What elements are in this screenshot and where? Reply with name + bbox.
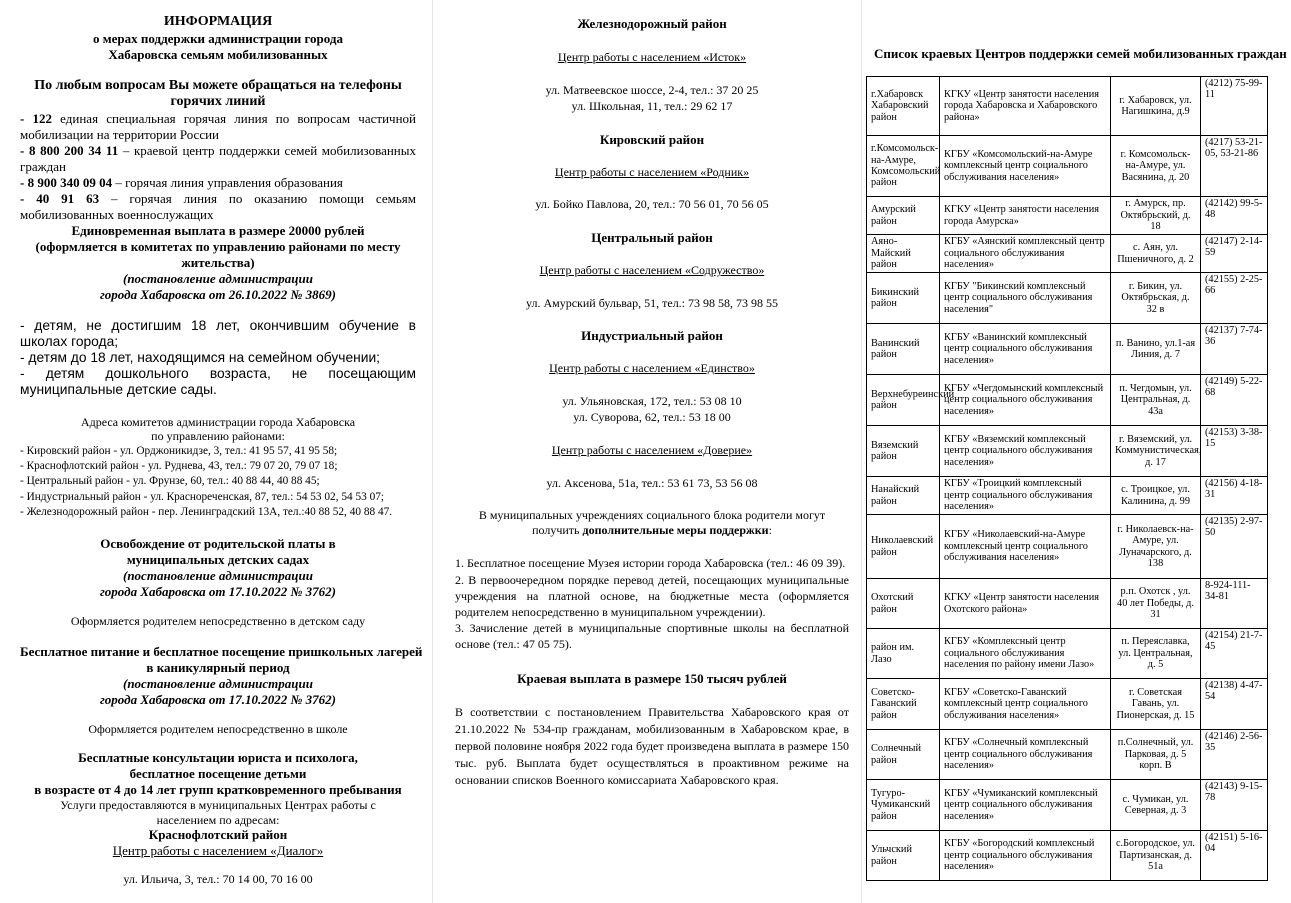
center-address-cell: п.Солнечный, ул. Парковая, д. 5 корп. В (1111, 730, 1201, 780)
center-org-cell: КГБУ «Вяземский комплексный центр социального обслуживания населения» (940, 426, 1111, 477)
center-address: ул. Матвеевское шоссе, 2-4, тел.: 37 20 25 (545, 82, 759, 97)
center-district-cell: Ванинский район (867, 324, 940, 375)
center-district-cell: Вяземский район (867, 426, 940, 477)
center-phone-cell: (42137) 7-74-36 (1201, 324, 1268, 375)
center-phone-cell: (42149) 5-22-68 (1201, 375, 1268, 426)
center-phone-cell: 8-924-111-34-81 (1201, 579, 1268, 629)
center-row (867, 730, 1268, 780)
center-org-cell: КГБУ «Комплексный центр социального обслуживания населения по району имени Лазо» (940, 629, 1111, 679)
centers-table (866, 76, 1268, 881)
center-district-cell: Охотский район (867, 579, 940, 629)
center-district-cell: Амурский район (867, 197, 940, 235)
phones-list (20, 111, 416, 223)
center-address-cell: г. Николаевск-на-Амуре, ул. Луначарского, д. 138 (1111, 515, 1201, 579)
center-name: Центр работы с населением «Доверие» (551, 442, 753, 457)
recipient-item: - детям до 18 лет, находящимся на семейном обучении; (20, 349, 381, 365)
centers-table-body (867, 77, 1268, 881)
address-item: - Индустриальный район - ул. Краснореченская, 87, тел.: 54 53 02, 54 53 07; (20, 490, 385, 503)
column-middle (432, 0, 862, 903)
center-phone-cell: (42153) 3-38-15 (1201, 426, 1268, 477)
center-phone-cell: (42156) 4-18-31 (1201, 477, 1268, 515)
phone-item: - 8 800 200 34 11 – краевой центр поддержки семей мобилизованных граждан (20, 142, 416, 174)
center-district-cell: Тугуро-Чумиканский район (867, 780, 940, 831)
center-org-cell: КГБУ «Богородский комплексный центр социального обслуживания населения» (940, 831, 1111, 881)
center-address-cell: г. Хабаровск, ул. Нагишкина, д.9 (1111, 77, 1201, 136)
lump-sum-heading: Единовременная выплата в размере 20000 рублей (71, 222, 365, 238)
column-right (862, 0, 1291, 903)
center-org-cell: КГБУ «Аянский комплексный центр социального обслуживания населения» (940, 235, 1111, 273)
center-name: Центр работы с населением «Родник» (554, 164, 750, 179)
regional-payment-heading: Краевая выплата в размере 150 тысяч рублей (517, 670, 787, 686)
center-name: Центр работы с населением «Содружество» (539, 262, 765, 277)
district-name: Железнодорожный район (577, 16, 727, 31)
center-address-cell: с. Чумикан, ул. Северная, д. 3 (1111, 780, 1201, 831)
column-left (0, 0, 432, 903)
center-address: ул. Школьная, 11, тел.: 29 62 17 (571, 99, 733, 114)
recipient-item: - детям, не достигшим 18 лет, окончившим обучение в школах города; (20, 317, 416, 349)
extra-support-item: 2. В первоочередном порядке перевод детей, посещающих муниципальные учреждения на платной основе, на бюджетные места (оформляется родителем непосредственно в муниципальном учреждении). (455, 572, 849, 619)
center-row (867, 324, 1268, 375)
center-address-cell: п. Переяславка, ул. Центральная, д. 5 (1111, 629, 1201, 679)
center-address-cell: г. Вяземский, ул. Коммунистическая, д. 17 (1111, 426, 1201, 477)
center-phone-cell: (42146) 2-56-35 (1201, 730, 1268, 780)
food-camp-note: Оформляется родителем непосредственно в школе (88, 721, 348, 736)
address-item: - Краснофлотский район - ул. Руднева, 43, тел.: 79 07 20, 79 07 18; (20, 460, 338, 473)
center-phone-cell: (42138) 4-47-54 (1201, 679, 1268, 730)
center-district-cell: Советско-Гаванский район (867, 679, 940, 730)
food-camp-section: Бесплатное питание и бесплатное посещение пришкольных лагерей в каникулярный период (постановление администрации города Хабаровска от 17.10.2022 № 3762) Оформляется родителем непосредственно в школе (20, 643, 423, 736)
center-phone-cell: (42135) 2-97-50 (1201, 515, 1268, 579)
center-row (867, 375, 1268, 426)
lump-sum-subheading: (оформляется в комитетах по управлению районами по месту жительства) (35, 238, 401, 270)
center-address-cell: г. Комсомольск-на-Амуре, ул. Васянина, д. 20 (1111, 136, 1201, 197)
center-row (867, 77, 1268, 136)
center-row (867, 629, 1268, 679)
addresses-heading: Адреса комитетов администрации города Хабаровска (80, 414, 356, 429)
center-org-cell: КГБУ «Комсомольский-на-Амуре комплексный центр социального обслуживания населения» (940, 136, 1111, 197)
center-district-cell: г.Хабаровск Хабаровский район (867, 77, 940, 136)
address-item: - Железнодорожный район - пер. Ленинградский 13А, тел.:40 88 52, 40 88 47. (20, 505, 393, 518)
center-org-cell: КГБУ «Советско-Гаванский комплексный центр социального обслуживания населения» (940, 679, 1111, 730)
center-name: Центр работы с населением «Единство» (549, 361, 755, 376)
center-address: ул. Ульяновская, 172, тел.: 53 08 10 (562, 393, 742, 408)
center-address-cell: с. Аян, ул. Пшеничного, д. 2 (1111, 235, 1201, 273)
center-phone-cell: (4212) 75-99-11 (1201, 77, 1268, 136)
kindergarten-section: Освобождение от родительской платы в муниципальных детских садах (постановление администрации города Хабаровска от 17.10.2022 № 3762) Оформляется родителем непосредственно в детском саду (20, 536, 416, 629)
lump-sum-decree: города Хабаровска от 26.10.2022 № 3869) (100, 286, 336, 302)
center-district-cell: район им. Лазо (867, 629, 940, 679)
center-address: ул. Амурский бульвар, 51, тел.: 73 98 58, 73 98 55 (525, 295, 779, 310)
center-row (867, 515, 1268, 579)
district-name: Краснофлотский район (148, 827, 288, 843)
center-district-cell: Солнечный район (867, 730, 940, 780)
center-district-cell: Николаевский район (867, 515, 940, 579)
center-phone-cell: (42142) 99-5-48 (1201, 197, 1268, 235)
center-row (867, 679, 1268, 730)
center-row (867, 426, 1268, 477)
district-name: Кировский район (599, 131, 705, 147)
center-address-cell: п. Чегдомын, ул. Центральная, д. 43а (1111, 375, 1201, 426)
center-district-cell: Ульчский район (867, 831, 940, 881)
center-district-cell: Нанайский район (867, 477, 940, 515)
center-org-cell: КГКУ «Центр занятости населения города Хабаровска и Хабаровского района» (940, 77, 1111, 136)
phone-item: - 8 900 340 09 04 – горячая линия управления образования (20, 174, 343, 190)
center-org-cell: КГКУ «Центр занятости населения Охотского района» (940, 579, 1111, 629)
address-item: - Центральный район - ул. Фрунзе, 60, тел.: 40 88 44, 40 88 45; (20, 475, 320, 488)
regional-payment-text: В соответствии с постановлением Правительства Хабаровского края от 21.10.2022 № 534-пр гражданам, мобилизованным в Хабаровском крае, в первой половине ноября 2022 года будет произведена выплата в размере 150 тыс. руб. Выплата будет осуществляться в проактивном режиме на основании списков Военного комиссариата Хабаровского края. (455, 704, 849, 787)
address-item: - Кировский район - ул. Орджоникидзе, 3, тел.: 41 95 57, 41 95 58; (20, 444, 338, 457)
center-org-cell: КГБУ "Бикинский комплексный центр социального обслуживания населения" (940, 273, 1111, 324)
center-phone-cell: (42155) 2-25-66 (1201, 273, 1268, 324)
consultation-section: Бесплатные консультации юриста и психолога, бесплатное посещение детьми в возрасте от 4 до 14 лет групп кратковременного пребывания Услуги предоставляются в муниципальных Центрах работы с населением по адресам: Краснофлотский район Центр работы с населением «Диалог» ул. Ильича, 3, тел.: 70 14 00, 70 16 00 (20, 750, 416, 887)
center-name: Центр работы с населением «Исток» (557, 50, 747, 64)
phone-item: - 40 91 63 – горячая линия по оказанию помощи семьям мобилизованных военнослужащих (20, 190, 416, 222)
district-name: Центральный район (591, 229, 713, 245)
center-row (867, 831, 1268, 881)
center-row (867, 477, 1268, 515)
center-org-cell: КГБУ «Солнечный комплексный центр социального обслуживания населения» (940, 730, 1111, 780)
center-address-cell: р.п. Охотск , ул. 40 лет Победы, д. 31 (1111, 579, 1201, 629)
lump-sum-decree: (постановление администрации (123, 270, 313, 286)
phone-item: - 122 единая специальная горячая линия по вопросам частичной мобилизации на территории России (20, 110, 416, 142)
center-row (867, 780, 1268, 831)
extra-support-intro: получить дополнительные меры поддержки: (532, 522, 772, 537)
center-phone-cell: (42143) 9-15-78 (1201, 780, 1268, 831)
center-row (867, 579, 1268, 629)
district-name: Индустриальный район (581, 328, 723, 344)
center-org-cell: КГБУ «Троицкий комплексный центр социального обслуживания населения» (940, 477, 1111, 515)
kindergarten-note: Оформляется родителем непосредственно в детском саду (70, 613, 366, 628)
center-address: ул. Аксенова, 51а, тел.: 53 61 73, 53 56 08 (546, 475, 758, 490)
lump-sum-recipients (20, 318, 416, 398)
center-phone-cell: (42147) 2-14-59 (1201, 235, 1268, 273)
centers-list-title: Список краевых Центров поддержки семей мобилизованных граждан (874, 46, 1287, 61)
center-address-cell: п. Ванино, ул.1-ая Линия, д. 7 (1111, 324, 1201, 375)
center-row (867, 136, 1268, 197)
center-row (867, 235, 1268, 273)
center-address-cell: г. Советская Гавань, ул. Пионерская, д. 15 (1111, 679, 1201, 730)
center-address-cell: с. Троицкое, ул. Калинина, д. 99 (1111, 477, 1201, 515)
center-org-cell: КГБУ «Ванинский комплексный центр социального обслуживания населения» (940, 324, 1111, 375)
center-org-cell: КГБУ «Чегдомынский комплексный центр социального обслуживания населения» (940, 375, 1111, 426)
extra-support-intro: В муниципальных учреждениях социального блока родители могут (478, 508, 826, 523)
center-org-cell: КГБУ «Чумиканский комплексный центр социального обслуживания населения» (940, 780, 1111, 831)
center-org-cell: КГБУ «Николаевский-на-Амуре комплексный центр социального обслуживания населения» (940, 515, 1111, 579)
recipient-item: - детям дошкольного возраста, не посещающим муниципальные детские сады. (20, 365, 416, 397)
center-address: ул. Суворова, 62, тел.: 53 18 00 (573, 410, 731, 425)
doc-subtitle: о мерах поддержки администрации города Хабаровска семьям мобилизованных (93, 30, 343, 62)
center-address: ул. Ильича, 3, тел.: 70 14 00, 70 16 00 (123, 872, 313, 887)
extra-support-item: 1. Бесплатное посещение Музея истории города Хабаровска (тел.: 46 09 39). (455, 556, 846, 571)
center-org-cell: КГКУ «Центр занятости населения города Амурска» (940, 197, 1111, 235)
center-district-cell: Бикинский район (867, 273, 940, 324)
center-address: ул. Бойко Павлова, 20, тел.: 70 56 01, 70 56 05 (535, 197, 769, 212)
committee-addresses (20, 444, 416, 520)
center-district-cell: Аяно-Майский район (867, 235, 940, 273)
center-phone-cell: (4217) 53-21-05, 53-21-86 (1201, 136, 1268, 197)
addresses-heading: по управлению районами: (151, 429, 285, 444)
center-phone-cell: (42154) 21-7-45 (1201, 629, 1268, 679)
phones-heading: По любым вопросам Вы можете обращаться на телефоны горячих линий (34, 77, 402, 110)
center-district-cell: Верхнебуреинский район (867, 375, 940, 426)
extra-support-list (455, 555, 849, 652)
extra-support-item: 3. Зачисление детей в муниципальные спортивные школы на бесплатной основе (тел.: 47 05 75). (455, 621, 849, 652)
center-district-cell: г.Комсомольск-на-Амуре, Комсомольский район (867, 136, 940, 197)
center-name: Центр работы с населением «Диалог» (112, 843, 324, 859)
center-phone-cell: (42151) 5-16-04 (1201, 831, 1268, 881)
center-row (867, 273, 1268, 324)
center-address-cell: с.Богородское, ул. Партизанская, д. 51а (1111, 831, 1201, 881)
center-row (867, 197, 1268, 235)
center-address-cell: г. Амурск, пр. Октябрьский, д. 18 (1111, 197, 1201, 235)
doc-title: ИНФОРМАЦИЯ (163, 14, 273, 29)
center-address-cell: г. Бикин, ул. Октябрьская, д. 32 в (1111, 273, 1201, 324)
